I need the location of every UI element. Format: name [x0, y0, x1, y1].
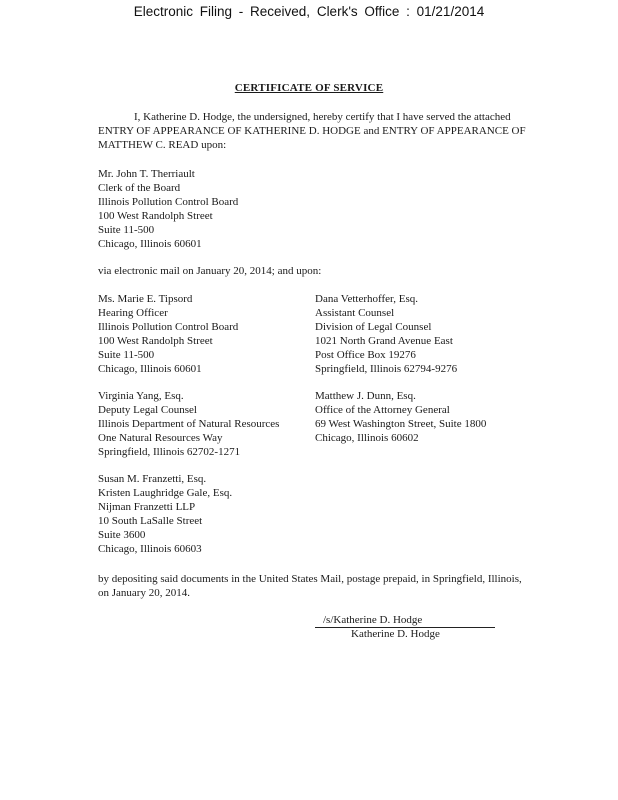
address-line: Susan M. Franzetti, Esq.	[98, 473, 207, 485]
closing-paragraph: by depositing said documents in the United States Mail, postage prepaid, in Springfield, Illinois, on January 20, 2014.	[98, 573, 522, 599]
primary-recipient-address	[98, 167, 238, 251]
address-line: Illinois Pollution Control Board	[98, 196, 239, 208]
address-line: Illinois Pollution Control Board	[98, 321, 239, 333]
address-line: Springfield, Illinois 62702-1271	[98, 446, 241, 458]
document-title: CERTIFICATE OF SERVICE	[234, 82, 384, 94]
recipient-address-vetterhoffer	[315, 292, 457, 376]
address-line: Suite 11-500	[98, 349, 155, 361]
address-line: Dana Vetterhoffer, Esq.	[315, 293, 419, 305]
address-line: Mr. John T. Therriault	[98, 168, 195, 180]
recipient-address-yang	[98, 389, 279, 459]
address-line: Virginia Yang, Esq.	[98, 390, 184, 402]
address-line: Clerk of the Board	[98, 182, 181, 194]
address-line: 10 South LaSalle Street	[98, 515, 203, 527]
filing-stamp-header: Electronic Filing - Received, Clerk's Office : 01/21/2014	[133, 4, 485, 19]
signature-line	[315, 613, 495, 628]
address-line: Post Office Box 19276	[315, 349, 416, 361]
address-line: Assistant Counsel	[315, 307, 395, 319]
electronic-signature: /s/Katherine D. Hodge	[323, 614, 423, 626]
address-line: Illinois Department of Natural Resources	[98, 418, 280, 430]
address-line: Chicago, Illinois 60602	[315, 432, 419, 444]
intro-text: I, Katherine D. Hodge, the undersigned, hereby certify that I have served the attached ENTRY OF APPEARANCE OF KATHERINE D. HODGE and ENTRY OF APPEARANCE OF MATTHEW C. READ upon:	[98, 111, 526, 151]
address-line: 100 West Randolph Street	[98, 210, 213, 222]
address-line: Suite 11-500	[98, 224, 155, 236]
intro-paragraph	[98, 110, 528, 152]
address-line: Kristen Laughridge Gale, Esq.	[98, 487, 233, 499]
address-line: Chicago, Illinois 60601	[98, 363, 202, 375]
address-line: Office of the Attorney General	[315, 404, 450, 416]
address-line: Suite 3600	[98, 529, 146, 541]
address-line: 69 West Washington Street, Suite 1800	[315, 418, 487, 430]
address-line: 100 West Randolph Street	[98, 335, 213, 347]
address-line: Chicago, Illinois 60603	[98, 543, 202, 555]
address-line: Ms. Marie E. Tipsord	[98, 293, 193, 305]
address-line: Chicago, Illinois 60601	[98, 238, 202, 250]
address-line: One Natural Resources Way	[98, 432, 223, 444]
signatory-name: Katherine D. Hodge	[351, 628, 440, 640]
recipient-address-tipsord	[98, 292, 238, 376]
service-method-text: via electronic mail on January 20, 2014; and upon:	[98, 265, 322, 277]
address-line: 1021 North Grand Avenue East	[315, 335, 453, 347]
recipient-address-dunn	[315, 389, 486, 445]
address-line: Division of Legal Counsel	[315, 321, 432, 333]
address-line: Matthew J. Dunn, Esq.	[315, 390, 416, 402]
address-line: Deputy Legal Counsel	[98, 404, 197, 416]
address-line: Hearing Officer	[98, 307, 168, 319]
recipient-address-franzetti	[98, 472, 232, 556]
address-line: Springfield, Illinois 62794-9276	[315, 363, 458, 375]
address-line: Nijman Franzetti LLP	[98, 501, 196, 513]
